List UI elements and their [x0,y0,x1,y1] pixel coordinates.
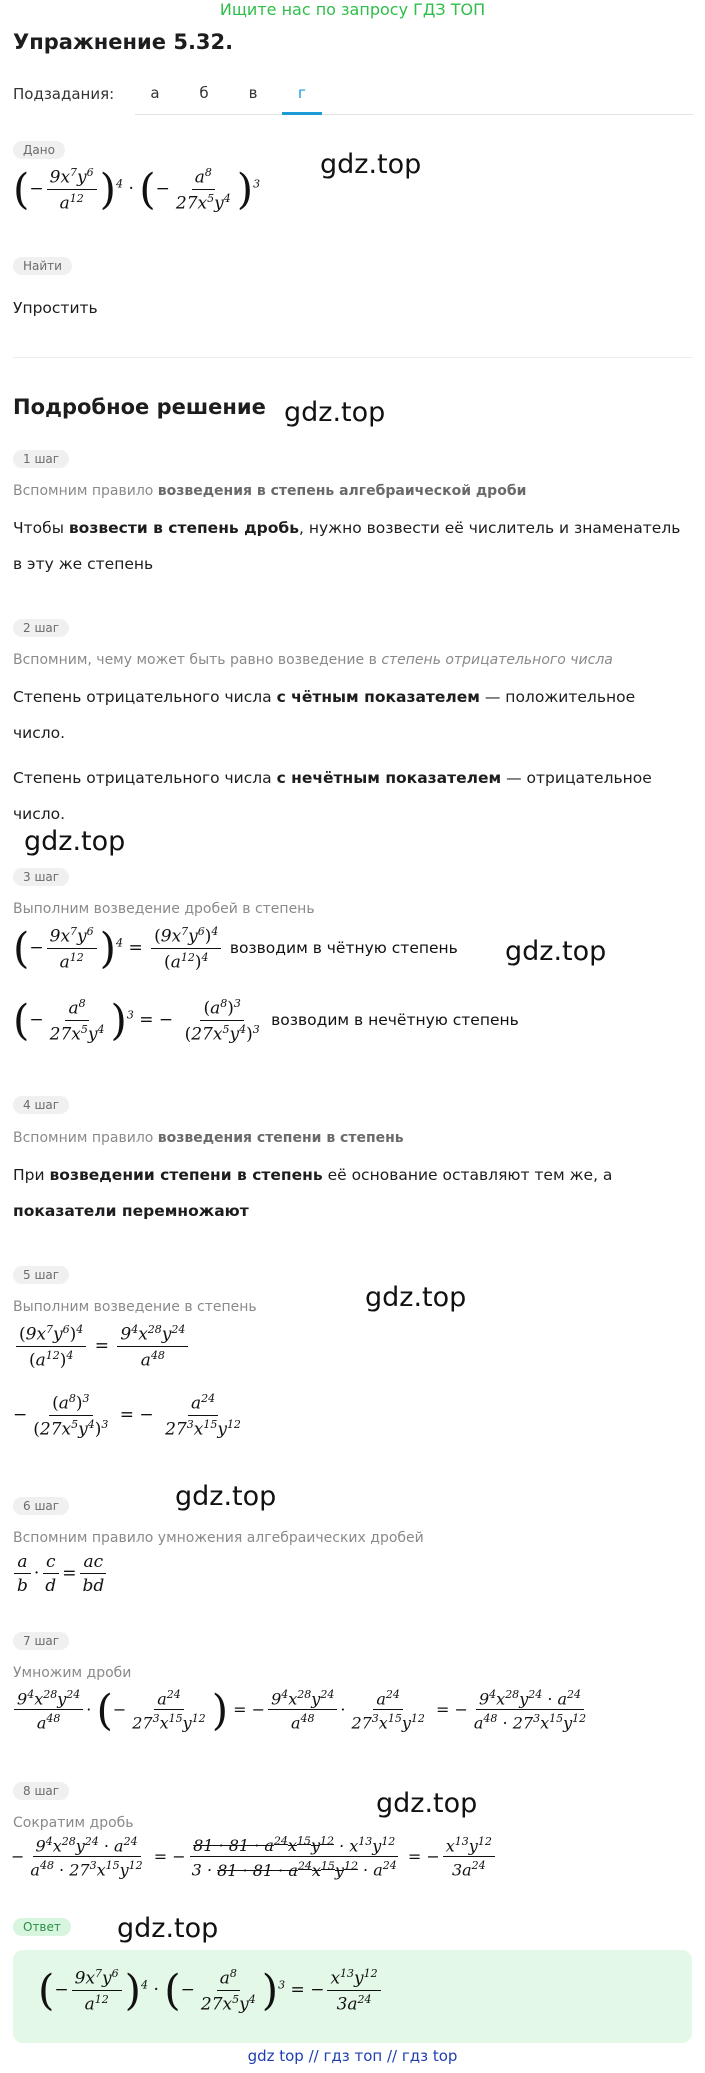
active-tab-indicator [282,112,322,115]
answer-chip: Ответ [13,1918,71,1936]
step-chip: 4 шаг [13,1096,69,1114]
step-chip: 3 шаг [13,868,69,886]
subtask-tab-a[interactable]: а [150,84,160,102]
step-title: Выполним возведение в степень [13,1299,257,1315]
find-chip: Найти [13,257,72,275]
watermark: gdz.top [505,936,607,967]
given-chip: Дано [13,141,65,159]
step3-equation-1: (− $\frac{9x^7y^6}{a^{12}}$ )$^4$ = $\frac{(9x^7y^6)^4}{(a^{12})^4}$ возводим в чётную степень [13,923,458,973]
subtask-tab-g[interactable]: г [298,84,306,102]
step-text: Степень отрицательного числа с чётным показателем — положительное [13,688,636,706]
step-chip: 2 шаг [13,619,69,637]
step-chip: 6 шаг [13,1497,69,1515]
step-chip: 5 шаг [13,1266,69,1284]
step-title: Умножим дроби [13,1665,132,1681]
page-title: Упражнение 5.32. [13,30,234,54]
solution-title: Подробное решение [13,395,266,419]
watermark: gdz.top [376,1788,478,1819]
find-text: Упростить [13,299,98,317]
step7-equation: $\frac{9^4x^{28}y^{24}}{a^{48}}$ · (− $\frac{a^{24}}{27^3x^{15}y^{12}}$ ) = − $\frac{9^4x^{28}y^{24}}{a^{48}}$ · $\frac{a^{24}}{27^3x^{15}y^{12}}$ = − $\frac{9^4x^{28}y^{24} \cdot a^{24}}{a^{48} \cdot 27^3x^{15}y^{12}}$ [11,1688,592,1733]
step6-rule: $\frac{a}{b}$ · $\frac{c}{d}$ = $\frac{ac}{bd}$ [11,1552,110,1596]
step-text: показатели перемножают [13,1202,249,1220]
step8-equation: − $\frac{9^4x^{28}y^{24} \cdot a^{24}}{a^{48} \cdot 27^3x^{15}y^{12}}$ = − $\frac{81 \cdot 81 \cdot a^{24}x^{15}y^{12} \cdot x^{13}y^{12}}{3 \cdot 81 \cdot 81 \cdot a^{24}x^{15}y^{12} \cdot a^{24}}$ = − $\frac{x^{13}y^{12}}{3a^{24}}$ [11,1835,498,1880]
watermark: gdz.top [320,149,422,180]
watermark: gdz.top [365,1282,467,1313]
step-title: Сократим дробь [13,1815,134,1831]
step3-equation-2: (− $\frac{a^8}{27x^5y^4}$ )$^3$ = − $\frac{(a^8)^3}{(27x^5y^4)^3}$ возводим в нечётную степень [13,995,519,1045]
step-text: Чтобы возвести в степень дробь, нужно возвести её числитель и знаменатель [13,519,681,537]
watermark: gdz.top [117,1913,219,1944]
step-text: в эту же степень [13,555,154,573]
step-chip: 1 шаг [13,450,69,468]
subtasks-label: Подзадания: [13,85,115,103]
subtasks-divider [135,114,693,115]
answer-expression: (− $\frac{9x^7y^6}{a^{12}}$ )$^4$ · (− $\frac{a^8}{27x^5y^4}$ )$^3$ = − $\frac{x^{13}y^{12}}{3a^{24}}$ [38,1967,384,2014]
step-title: Вспомним правило умножения алгебраических дробей [13,1530,424,1546]
given-expression: (− $\frac{9x^7y^6}{a^{12}}$ )$^4$ · (− $\frac{a^8}{27x^5y^4}$ )$^3$ [13,164,261,214]
step-title: Выполним возведение дробей в степень [13,901,315,917]
step-text: число. [13,805,66,823]
step-text: Степень отрицательного числа с нечётным показателем — отрицательное [13,769,652,787]
watermark: gdz.top [175,1481,277,1512]
watermark: gdz.top [284,397,386,428]
footer-links[interactable]: gdz top // гдз топ // гдз top [247,2047,458,2065]
step5-equation-1: $\frac{(9x^7y^6)^4}{(a^{12})^4}$ = $\frac{9^4x^{28}y^{24}}{a^{48}}$ [13,1323,191,1370]
step5-equation-2: − $\frac{(a^8)^3}{(27x^5y^4)^3}$ = − $\frac{a^{24}}{27^3x^{15}y^{12}}$ [13,1392,241,1440]
step-text: При возведении степени в степень её основание оставляют тем же, а [13,1166,613,1184]
step-chip: 8 шаг [13,1782,69,1800]
step-chip: 7 шаг [13,1632,69,1650]
subtask-tab-v[interactable]: в [248,84,258,102]
subtask-tab-b[interactable]: б [199,84,209,102]
step-text: число. [13,724,66,742]
watermark: gdz.top [24,826,126,857]
search-promo-link[interactable]: Ищите нас по запросу ГДЗ ТОП [219,0,486,19]
step-title: Вспомним правило возведения степени в степень [13,1130,404,1146]
step-title: Вспомним правило возведения в степень алгебраической дроби [13,483,527,499]
section-divider [13,357,693,358]
step-title: Вспомним, чему может быть равно возведение в степень отрицательного числа [13,652,613,668]
